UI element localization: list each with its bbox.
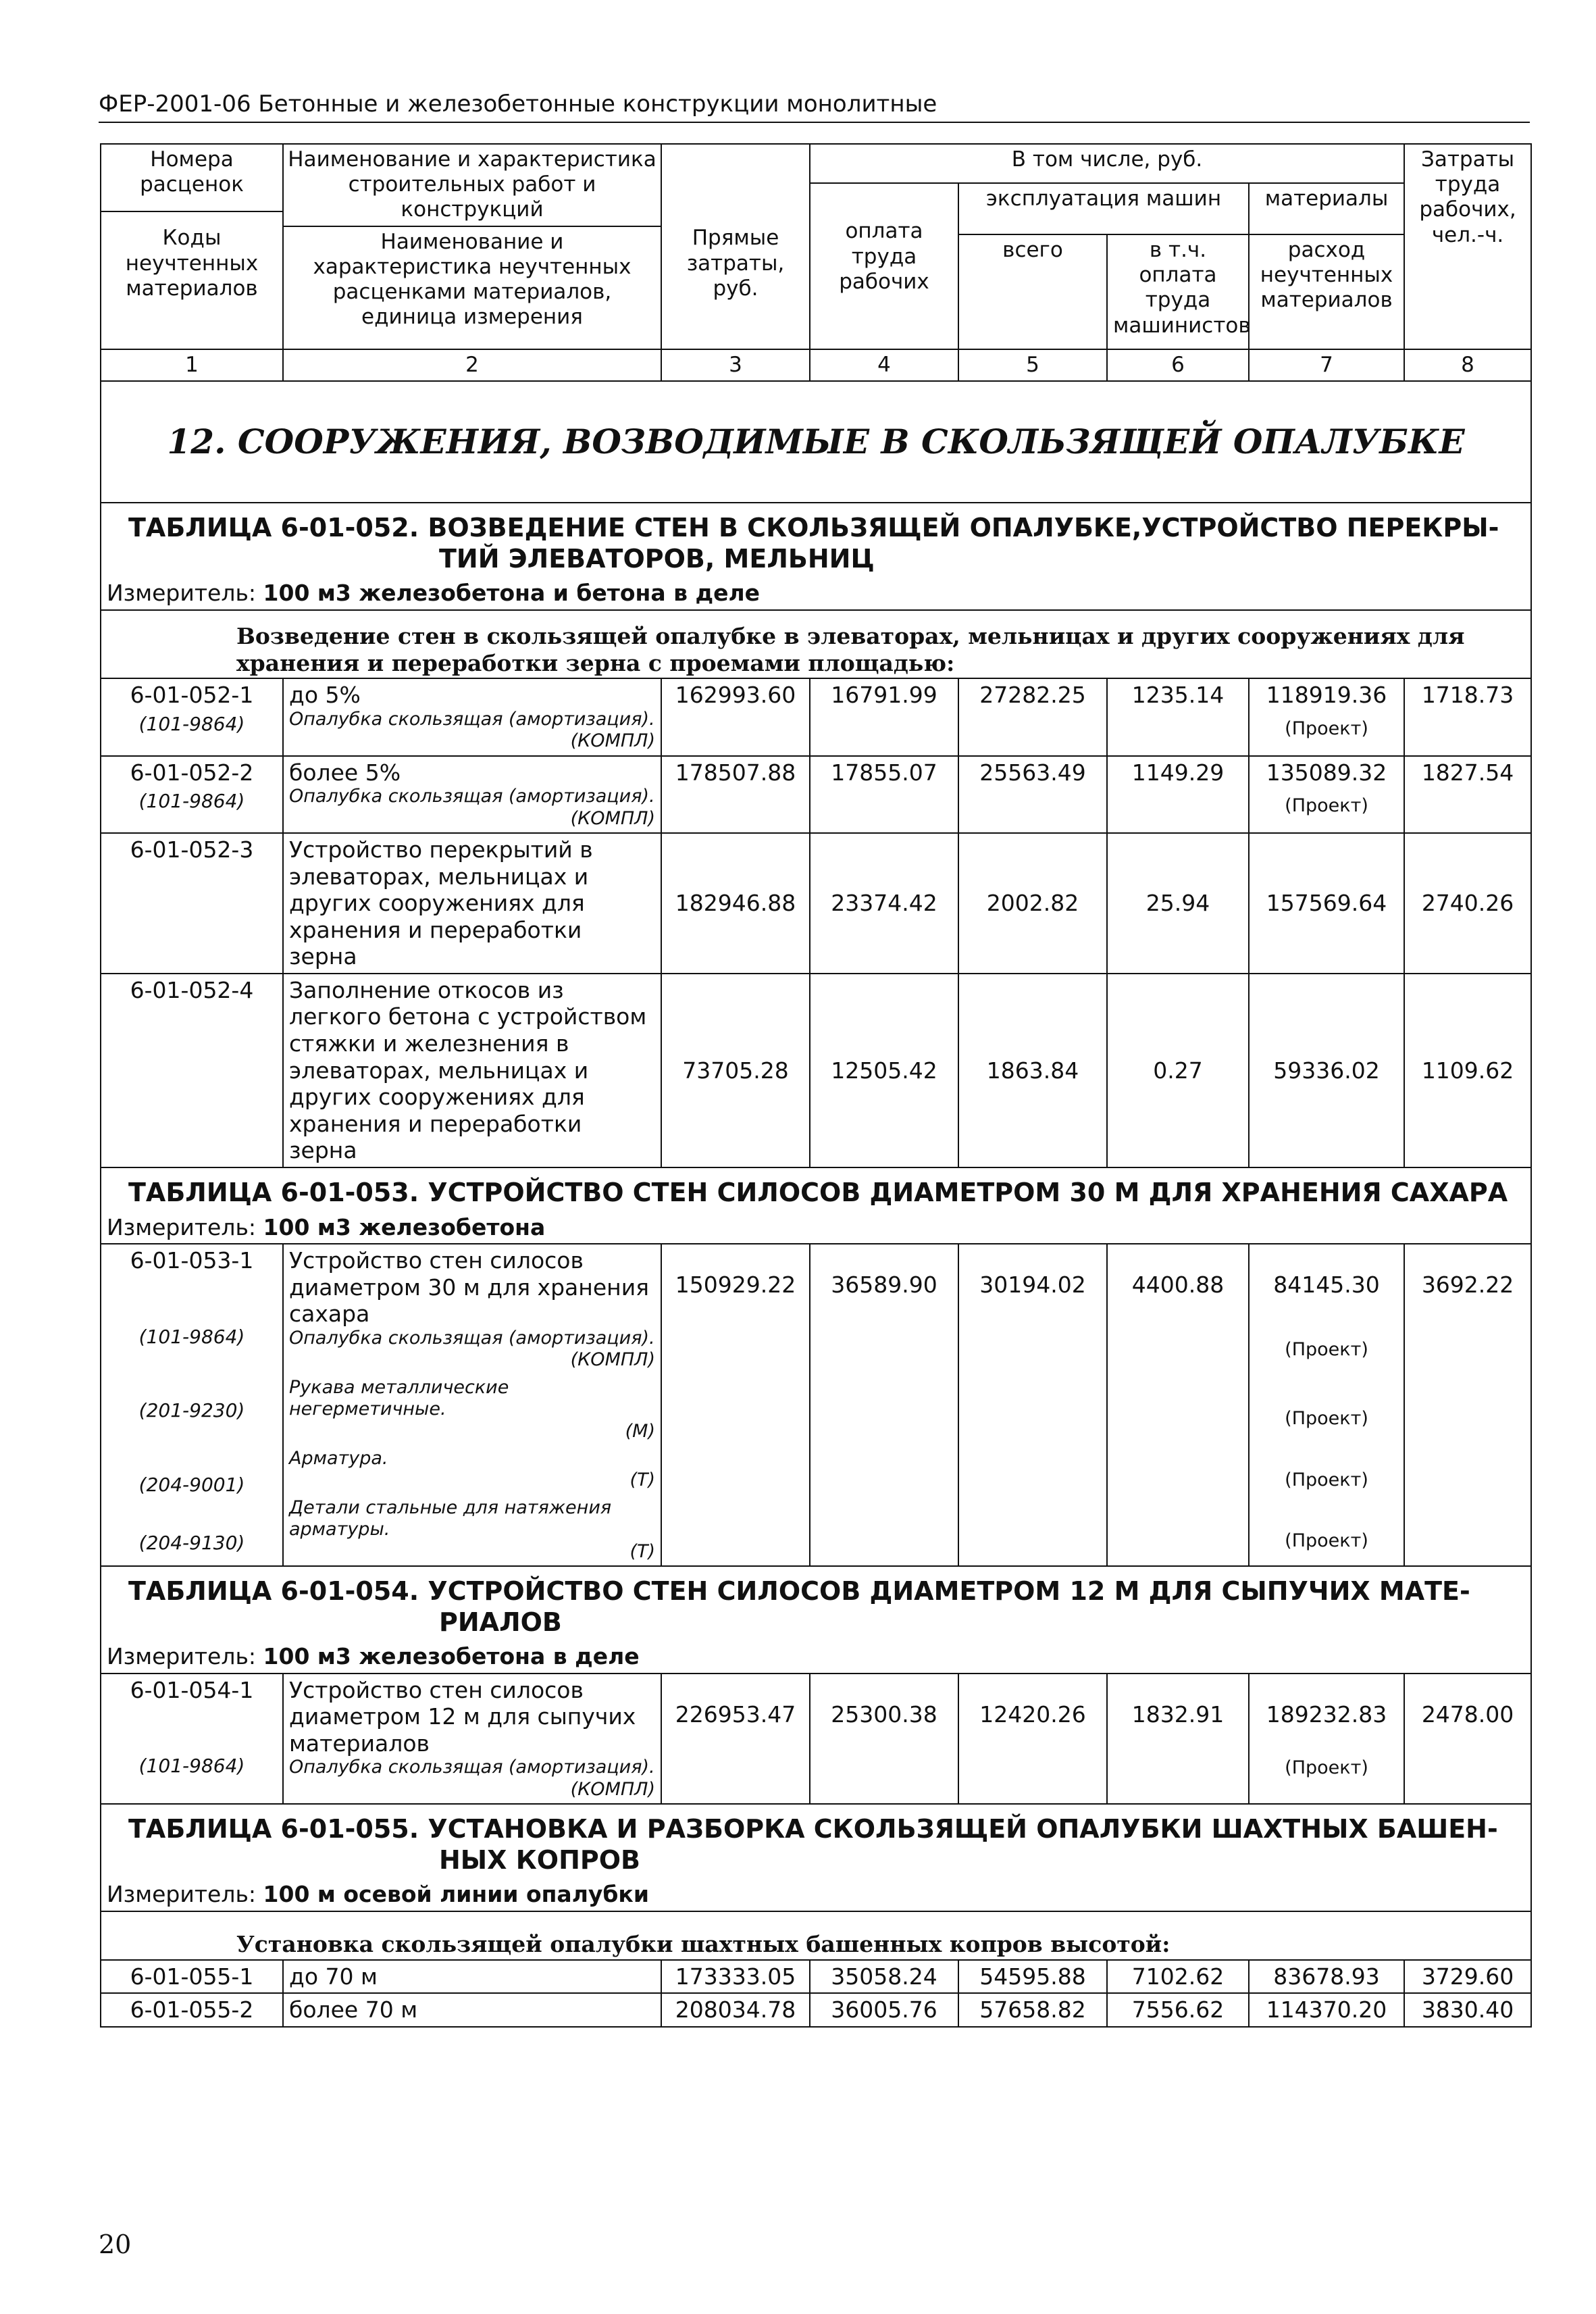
table-055-title-line1: ТАБЛИЦА 6-01-055. УСТАНОВКА И РАЗБОРКА СКОЛЬЗЯЩЕЙ ОПАЛУБКИ ШАХТНЫХ БАШЕН- [128, 1814, 1498, 1844]
running-title: ФЕР-2001-06 Бетонные и железобетонные конструкции монолитные [99, 91, 937, 118]
material-consumption: (Проект) [1285, 1530, 1368, 1551]
header-rule [99, 122, 1530, 123]
materials-cost [1249, 678, 1404, 755]
operators-pay: 25.94 [1107, 833, 1249, 974]
labor-hours: 1109.62 [1404, 974, 1531, 1167]
col2-header [283, 144, 661, 349]
rate-name [283, 756, 661, 833]
rate-code [101, 1674, 283, 1805]
col-number: 6 [1107, 349, 1249, 381]
col-number: 5 [958, 349, 1107, 381]
direct-costs: 73705.28 [661, 974, 810, 1167]
rate-code [101, 678, 283, 755]
col4-header: оплата труда рабочих [810, 183, 958, 349]
table-055-title-line2: НЫХ КОПРОВ [439, 1844, 640, 1875]
labor-hours: 1827.54 [1404, 756, 1531, 833]
direct-costs: 150929.22 [661, 1244, 810, 1566]
labor-hours: 3830.40 [1404, 1993, 1531, 2027]
col-number: 8 [1404, 349, 1531, 381]
table-054-title-line1: ТАБЛИЦА 6-01-054. УСТРОЙСТВО СТЕН СИЛОСОВ ДИАМЕТРОМ 12 М ДЛЯ СЫПУЧИХ МАТЕ- [128, 1576, 1470, 1606]
material-code: (101-9864) [138, 790, 245, 813]
rate-code [101, 1244, 283, 1566]
material-unit: (КОМПЛ) [570, 807, 655, 829]
meter-label: Измеритель: [107, 1643, 257, 1670]
page-number: 20 [99, 2230, 132, 2259]
rate-name-value: Устройство стен силосов диаметром 30 м для хранения сахара [289, 1247, 649, 1328]
machines-total: 1863.84 [958, 974, 1107, 1167]
machines-total: 30194.02 [958, 1244, 1107, 1566]
machines-total: 57658.82 [958, 1993, 1107, 2027]
table-052-title-line2: ТИЙ ЭЛЕВАТОРОВ, МЕЛЬНИЦ [439, 543, 875, 574]
col-number: 2 [283, 349, 661, 381]
rate-name-value: более 5% [289, 759, 401, 786]
material-name: Детали стальные для натяжения арматуры. [289, 1496, 612, 1540]
operators-pay: 0.27 [1107, 974, 1249, 1167]
rate-code [101, 756, 283, 833]
table-052-title [101, 503, 1531, 577]
col5-header: всего [958, 234, 1107, 349]
table-052-meter [101, 577, 1531, 610]
labor-pay: 36005.76 [810, 1993, 958, 2027]
col1-header [101, 144, 283, 349]
operators-pay: 1832.91 [1107, 1674, 1249, 1805]
col6-header: в т.ч. оплата труда машинистов [1107, 234, 1249, 349]
operators-pay: 4400.88 [1107, 1244, 1249, 1566]
material-unit: (КОМПЛ) [570, 1349, 655, 1371]
rate-name: Заполнение откосов из легкого бетона с устройством стяжки и железнения в элеваторах, мельницах и других сооружениях для хранения и переработки зерна [283, 974, 661, 1167]
col-number: 4 [810, 349, 958, 381]
material-unit: (КОМПЛ) [570, 1778, 655, 1800]
col1-bottom-label: Коды неучтенных материалов [125, 226, 259, 301]
rate-name [283, 1674, 661, 1805]
col2-top-label: Наименование и характеристика строительных работ и конструкций [284, 147, 661, 227]
table-row [101, 974, 1531, 1167]
operators-pay: 7102.62 [1107, 1960, 1249, 1994]
table-052-subheading: Возведение стен в скользящей опалубке в элеваторах, мельницах и других сооружениях для хранения и переработки зерна с проемами площадью: [101, 610, 1531, 678]
material-name: Опалубка скользящая (амортизация). [289, 708, 655, 730]
table-055-title [101, 1804, 1531, 1878]
meter-value: 100 м3 железобетона и бетона в деле [263, 580, 761, 607]
materials-cost: 83678.93 [1249, 1960, 1404, 1994]
section-title: 12. СООРУЖЕНИЯ, ВОЗВОДИМЫЕ В СКОЛЬЗЯЩЕЙ ОПАЛУБКЕ [101, 381, 1531, 503]
rate-name: Устройство перекрытий в элеваторах, мельницах и других сооружениях для хранения и переработки зерна [283, 833, 661, 974]
col-number: 1 [101, 349, 283, 381]
machines-total: 27282.25 [958, 678, 1107, 755]
included-header: В том числе, руб. [810, 144, 1404, 183]
rate-code: 6-01-052-3 [101, 833, 283, 974]
material-consumption: (Проект) [1285, 795, 1368, 817]
rate-name-value: до 5% [289, 682, 361, 709]
rate-code: 6-01-052-4 [101, 974, 283, 1167]
material-unit: (Т) [629, 1540, 655, 1562]
material-unit: (М) [625, 1420, 655, 1442]
table-row [101, 1244, 1531, 1566]
machines-total: 2002.82 [958, 833, 1107, 974]
materials-cost: 114370.20 [1249, 1993, 1404, 2027]
rate-name: более 70 м [283, 1993, 661, 2027]
direct-costs: 182946.88 [661, 833, 810, 974]
material-consumption: (Проект) [1285, 718, 1368, 739]
direct-costs: 178507.88 [661, 756, 810, 833]
material-name: Опалубка скользящая (амортизация). [289, 1757, 655, 1778]
rate-code-value: 6-01-054-1 [130, 1676, 254, 1703]
material-unit: (КОМПЛ) [570, 730, 655, 752]
material-consumption: (Проект) [1285, 1338, 1368, 1360]
labor-pay: 35058.24 [810, 1960, 958, 1994]
table-row [101, 833, 1531, 974]
materials-cost [1249, 1244, 1404, 1566]
machines-total: 25563.49 [958, 756, 1107, 833]
direct-costs: 162993.60 [661, 678, 810, 755]
col8-header: Затраты труда рабочих, чел.-ч. [1404, 144, 1531, 349]
meter-label: Измеритель: [107, 1881, 257, 1908]
materials-cost-value: 189232.83 [1266, 1701, 1387, 1728]
labor-hours: 2740.26 [1404, 833, 1531, 974]
material-code: (101-9864) [138, 712, 245, 735]
meter-value: 100 м осевой линии опалубки [263, 1881, 649, 1908]
table-053-title: ТАБЛИЦА 6-01-053. УСТРОЙСТВО СТЕН СИЛОСОВ ДИАМЕТРОМ 30 М ДЛЯ ХРАНЕНИЯ САХАРА [101, 1167, 1531, 1211]
material-code: (101-9864) [138, 1755, 245, 1778]
table-053-meter [101, 1211, 1531, 1244]
material-code: (204-9001) [138, 1474, 245, 1496]
rate-code: 6-01-055-2 [101, 1993, 283, 2027]
materials-cost: 59336.02 [1249, 974, 1404, 1167]
operators-pay: 1149.29 [1107, 756, 1249, 833]
material-code: (204-9130) [138, 1531, 245, 1554]
materials-cost [1249, 756, 1404, 833]
material-name: Опалубка скользящая (амортизация). [289, 786, 655, 807]
labor-hours: 2478.00 [1404, 1674, 1531, 1805]
price-table [100, 143, 1532, 2028]
table-052-title-line1: ТАБЛИЦА 6-01-052. ВОЗВЕДЕНИЕ СТЕН В СКОЛЬЗЯЩЕЙ ОПАЛУБКЕ,УСТРОЙСТВО ПЕРЕКРЫ- [128, 513, 1499, 543]
materials-cost [1249, 1674, 1404, 1805]
table-055-subheading: Установка скользящей опалубки шахтных башенных копров высотой: [101, 1911, 1531, 1960]
labor-pay: 17855.07 [810, 756, 958, 833]
col2-bottom-label: Наименование и характеристика неучтенных расценками материалов, единица измерения [313, 229, 632, 330]
direct-costs: 208034.78 [661, 1993, 810, 2027]
rate-code-value: 6-01-052-2 [130, 759, 254, 786]
rate-name [283, 678, 661, 755]
rate-code-value: 6-01-052-1 [130, 682, 254, 709]
material-code: (201-9230) [138, 1399, 245, 1422]
table-row [101, 1960, 1531, 1994]
table-row [101, 756, 1531, 833]
materials-cost-value: 118919.36 [1266, 682, 1387, 709]
labor-pay: 25300.38 [810, 1674, 958, 1805]
labor-pay: 23374.42 [810, 833, 958, 974]
labor-pay: 12505.42 [810, 974, 958, 1167]
materials-cost: 157569.64 [1249, 833, 1404, 974]
material-consumption: (Проект) [1285, 1757, 1368, 1779]
table-row [101, 1674, 1531, 1805]
direct-costs: 226953.47 [661, 1674, 810, 1805]
col3-header: Прямые затраты, руб. [661, 144, 810, 349]
labor-hours: 3692.22 [1404, 1244, 1531, 1566]
material-code: (101-9864) [138, 1325, 245, 1348]
rate-code: 6-01-055-1 [101, 1960, 283, 1994]
table-054-meter [101, 1640, 1531, 1674]
labor-pay: 16791.99 [810, 678, 958, 755]
rate-name [283, 1244, 661, 1566]
labor-pay: 36589.90 [810, 1244, 958, 1566]
table-054-title [101, 1566, 1531, 1640]
rate-name-value: Устройство стен силосов диаметром 12 м для сыпучих материалов [289, 1676, 636, 1757]
col7-header: расход неучтенных материалов [1249, 234, 1404, 349]
machines-header: эксплуатация машин [958, 183, 1249, 234]
meter-label: Измеритель: [107, 1213, 257, 1240]
col-number: 3 [661, 349, 810, 381]
material-unit: (Т) [629, 1469, 655, 1491]
materials-cost-value: 84145.30 [1273, 1272, 1380, 1299]
col1-top-label: Номера расценок [101, 147, 282, 212]
operators-pay: 1235.14 [1107, 678, 1249, 755]
rate-code-value: 6-01-053-1 [130, 1247, 254, 1274]
materials-header: материалы [1249, 183, 1404, 234]
labor-hours: 1718.73 [1404, 678, 1531, 755]
meter-label: Измеритель: [107, 580, 257, 607]
table-054-title-line2: РИАЛОВ [439, 1607, 562, 1637]
material-name: Арматура. [289, 1447, 388, 1469]
materials-cost-value: 135089.32 [1266, 759, 1387, 786]
table-row [101, 1993, 1531, 2027]
material-consumption: (Проект) [1285, 1408, 1368, 1430]
machines-total: 54595.88 [958, 1960, 1107, 1994]
operators-pay: 7556.62 [1107, 1993, 1249, 2027]
rate-name: до 70 м [283, 1960, 661, 1994]
material-name: Рукава металлические негерметичные. [289, 1376, 509, 1420]
machines-total: 12420.26 [958, 1674, 1107, 1805]
material-consumption: (Проект) [1285, 1469, 1368, 1490]
labor-hours: 3729.60 [1404, 1960, 1531, 1994]
material-name: Опалубка скользящая (амортизация). [289, 1328, 655, 1349]
col-number: 7 [1249, 349, 1404, 381]
meter-value: 100 м3 железобетона [263, 1213, 546, 1240]
table-055-meter [101, 1878, 1531, 1911]
direct-costs: 173333.05 [661, 1960, 810, 1994]
table-row [101, 678, 1531, 755]
meter-value: 100 м3 железобетона в деле [263, 1643, 640, 1670]
